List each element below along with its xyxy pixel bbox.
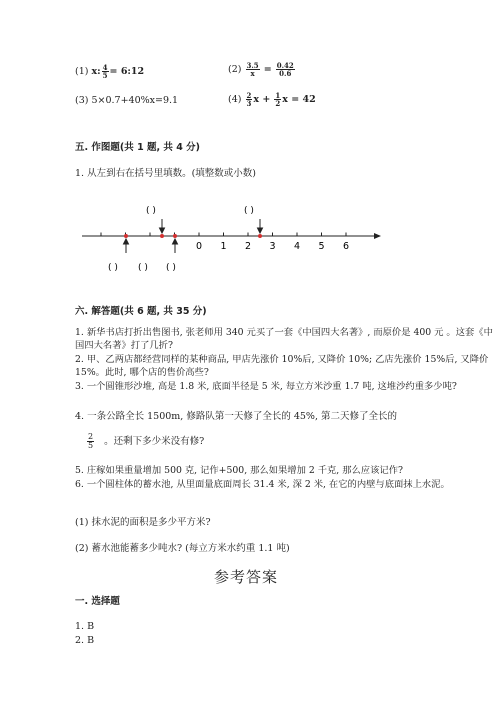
fraction-numerator: 3.5 (246, 61, 259, 70)
section-6-heading: 六. 解答题(共 6 题, 共 35 分) (75, 306, 207, 317)
problem-3: 3. 一个圆锥形沙堆, 高是 1.8 米, 底面半径是 5 米, 每立方米沙重 1.7 吨, 这堆沙约重多少吨? (75, 381, 457, 392)
equation-4-label: (4) (228, 94, 242, 105)
problem-6-part-2: (2) 蓄水池能蓄多少吨水? (每立方米水约重 1.1 吨) (75, 543, 290, 554)
fraction-numerator: 4 (102, 63, 108, 72)
fraction-numerator: 2 (88, 432, 94, 441)
number-line-arrowhead (374, 233, 381, 239)
arrows-up (124, 239, 178, 253)
problem-4: 4. 一条公路全长 1500m, 修路队第一天修了全长的 45%, 第二天修了全长的 (75, 411, 398, 422)
equation-1-lhs: x: (91, 66, 101, 77)
number-line-tick-label: 5 (318, 241, 325, 252)
equation-4-rhs: x = 42 (282, 94, 316, 105)
fraction-numerator: 0.42 (276, 61, 294, 70)
number-line-tick-labels (196, 241, 349, 252)
fraction-denominator: x (250, 69, 255, 78)
arrows-down (160, 219, 263, 233)
number-line (78, 203, 388, 278)
problem-6: 6. 一个圆柱体的蓄水池, 从里面量底面周长 31.4 米, 深 2 米, 在它的内壁与底面抹上水泥。 (75, 479, 450, 490)
equation-3: (3) 5×0.7+40%x=9.1 (75, 95, 179, 106)
equation-2-equals: = (263, 64, 272, 75)
equation-4-fraction-1 (246, 92, 253, 107)
answer-2: 2. B (75, 635, 95, 646)
answer-blanks-top (146, 206, 254, 216)
equation-1 (75, 64, 144, 79)
equation-1-label: (1) (75, 66, 89, 77)
problem-2: 2. 甲、乙两店都经营同样的某种商品, 甲店先涨价 10%后, 又降价 10%; 乙店先涨价 15%后, 又降价 15%。此时, 哪个店的售价高些? (75, 354, 489, 379)
blank-bottom-1: ( ) (108, 263, 118, 273)
number-line-tick-label: 1 (220, 241, 227, 252)
number-line-tick-label: 2 (244, 241, 252, 252)
fraction-denominator: 5 (88, 441, 94, 450)
equation-2-label: (2) (228, 64, 242, 75)
number-line-tick-label: 4 (293, 241, 301, 252)
equation-1-fraction (102, 64, 109, 79)
problem-4-tail: 。还剩下多少米没有修? (104, 436, 205, 447)
answers-title: 参考答案 (214, 568, 279, 586)
equation-2-fraction-right (276, 62, 295, 77)
blank-bottom-2: ( ) (138, 263, 148, 273)
answer-blanks-bottom (108, 263, 176, 273)
red-point-marker (160, 234, 164, 238)
problem-6-part-1: (1) 抹水泥的面积是多少平方米? (75, 517, 211, 528)
blank-bottom-3: ( ) (166, 263, 176, 273)
number-line-tick-label: 0 (195, 241, 203, 252)
blank-top-2: ( ) (244, 206, 254, 216)
problem-5: 5. 庄稼如果重量增加 500 克, 记作+500, 那么如果增加 2 千克, 那么应该记作? (75, 465, 403, 476)
problem-4-fraction (87, 433, 94, 450)
section-5-question-1: 1. 从左到右在括号里填数。(填整数或小数) (75, 168, 256, 179)
number-line-tick-label: 3 (269, 241, 276, 252)
answers-section-heading: 一. 选择题 (75, 596, 120, 607)
section-5-heading: 五. 作图题(共 1 题, 共 4 分) (75, 142, 200, 153)
equation-1-rhs: = 6:12 (109, 66, 145, 77)
blank-top-1: ( ) (146, 206, 156, 216)
fraction-denominator: 3 (246, 99, 252, 108)
answer-1: 1. B (75, 621, 95, 632)
red-point-marker (258, 234, 262, 238)
equation-4-mid: x + (253, 94, 271, 105)
fraction-numerator: 2 (246, 91, 252, 100)
equation-2 (228, 62, 296, 77)
red-point-marker (173, 234, 177, 238)
equation-4 (228, 92, 316, 107)
fraction-denominator: 2 (275, 99, 281, 108)
fraction-denominator: 5 (102, 71, 108, 80)
fraction-denominator: 0.6 (279, 69, 292, 78)
fraction-numerator: 1 (275, 91, 281, 100)
equation-2-fraction-left (246, 62, 260, 77)
equation-4-fraction-2 (274, 92, 281, 107)
problem-1: 1. 新华书店打折出售图书, 张老师用 340 元买了一套《中国四大名著》, 而原价是 400 元 。这套《中国四大名著》打了几折? (75, 327, 493, 352)
number-line-tick-label: 6 (342, 241, 350, 252)
problem-4-continuation (86, 433, 204, 450)
red-point-marker (124, 234, 128, 238)
